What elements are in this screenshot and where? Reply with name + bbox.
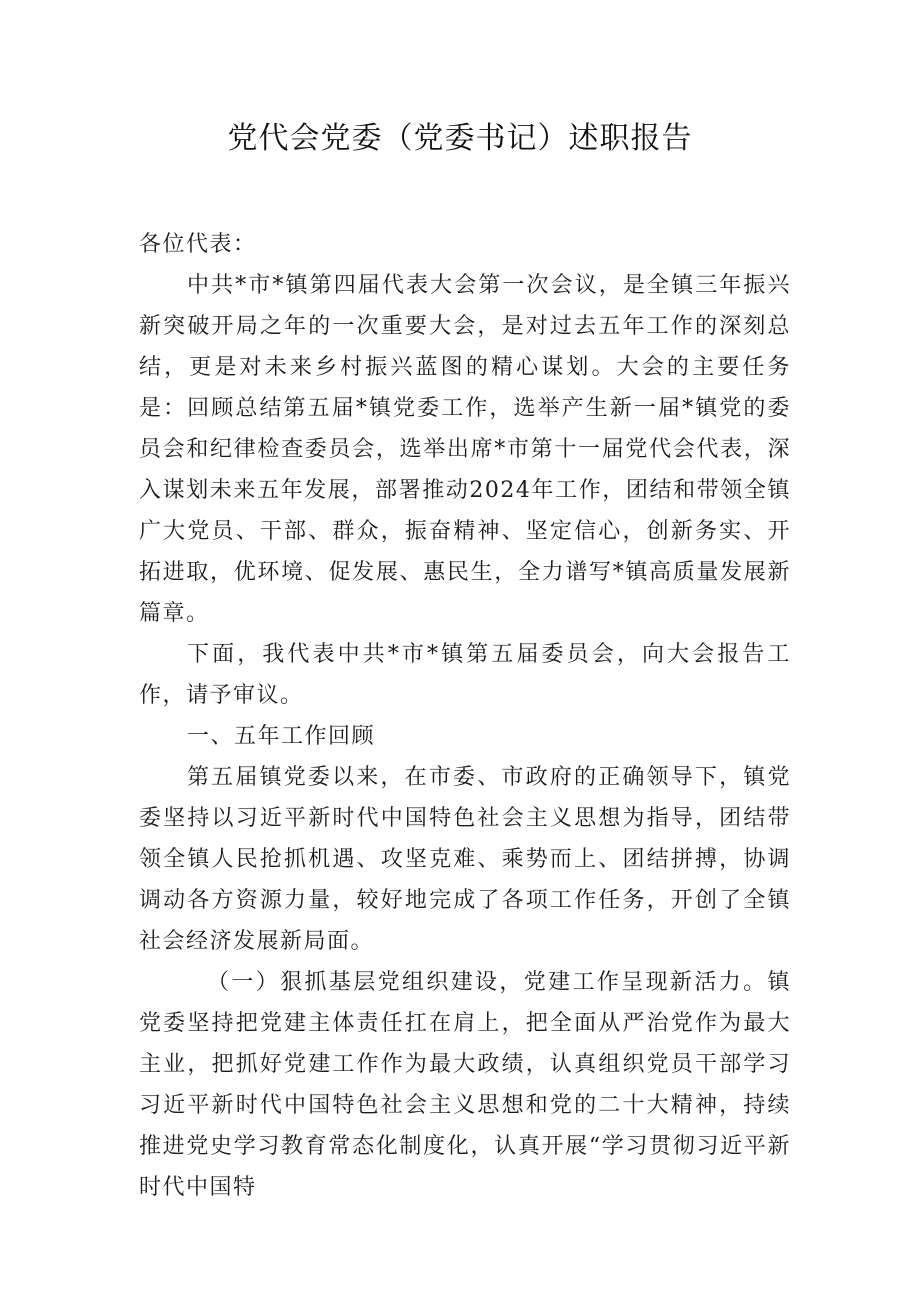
document-body <box>139 224 791 1208</box>
document-title: 党代会党委（党委书记）述职报告 <box>227 121 693 156</box>
paragraph-report: 下面，我代表中共*市*镇第五届委员会，向大会报告工作，请予审议。 <box>139 642 791 708</box>
section-heading: 一、五年工作回顾 <box>187 724 376 749</box>
paragraph-party-building: （一）狠抓基层党组织建设，党建工作呈现新活力。镇党委坚持把党建主体责任扛在肩上，把全面从严治党作为最大主业，把抓好党建工作作为最大政绩，认真组织党员干部学习习近平新时代中国特色社会主义思想和党的二十大精神，持续推进党史学习教育常态化制度化，认真开展“学习贯彻习近平新时代中国特 <box>139 970 791 1200</box>
salutation: 各位代表： <box>139 232 257 257</box>
paragraph-intro: 中共*市*镇第四届代表大会第一次会议，是全镇三年振兴新突破开局之年的一次重要大会，是对过去五年工作的深刻总结，更是对未来乡村振兴蓝图的精心谋划。大会的主要任务是：回顾总结第五届*镇党委工作，选举产生新一届*镇党的委员会和纪律检查委员会，选举出席*市第十一届党代会代表，深入谋划未来五年发展，部署推动2024年工作，团结和带领全镇广大党员、干部、群众，振奋精神、坚定信心，创新务实、开拓进取，优环境、促发展、惠民生，全力谱写*镇高质量发展新篇章。 <box>139 273 791 626</box>
paragraph-review: 第五届镇党委以来，在市委、市政府的正确领导下，镇党委坚持以习近平新时代中国特色社会主义思想为指导，团结带领全镇人民抢抓机遇、攻坚克难、乘势而上、团结拼搏，协调调动各方资源力量，较好地完成了各项工作任务，开创了全镇社会经济发展新局面。 <box>139 765 791 954</box>
